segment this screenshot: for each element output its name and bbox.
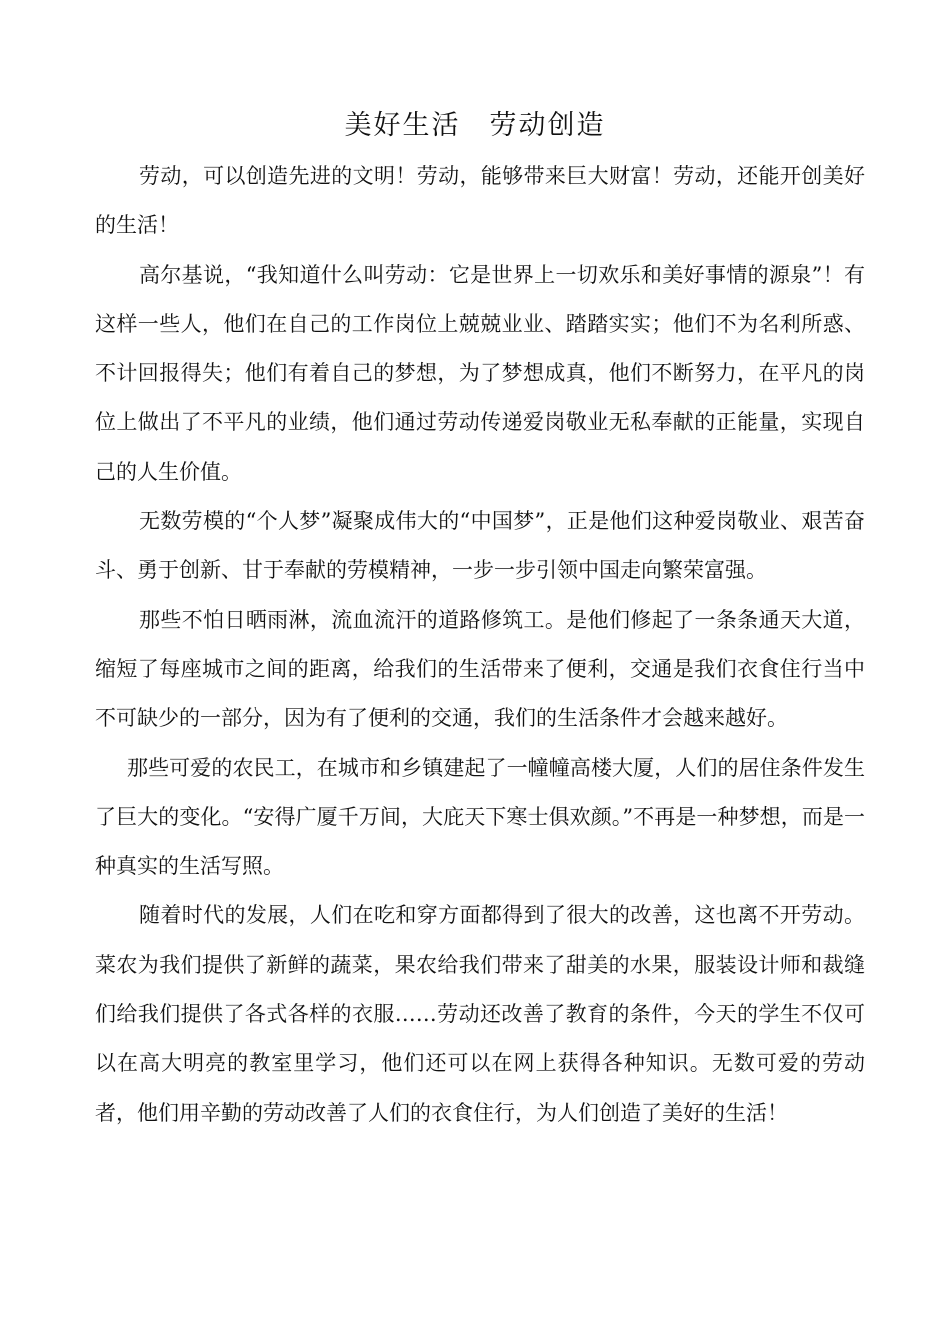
document-body xyxy=(95,152,865,1138)
document-title: 美好生活 劳动创造 xyxy=(344,110,606,141)
paragraph-4: 那些不怕日晒雨淋，流血流汗的道路修筑工。是他们修起了一条条通天大道，缩短了每座城市之间的距离，给我们的生活带来了便利，交通是我们衣食住行当中不可缺少的一部分，因为有了便利的交通，我们的生活条件才会越来越好。 xyxy=(95,607,865,731)
paragraph-1: 劳动，可以创造先进的文明！劳动，能够带来巨大财富！劳动，还能开创美好的生活！ xyxy=(95,164,865,238)
paragraph-3: 无数劳模的“个人梦”凝聚成伟大的“中国梦”，正是他们这种爱岗敬业、艰苦奋斗、勇于创新、甘于奉献的劳模精神，一步一步引领中国走向繁荣富强。 xyxy=(95,509,865,583)
paragraph-6: 随着时代的发展，人们在吃和穿方面都得到了很大的改善，这也离不开劳动。菜农为我们提供了新鲜的蔬菜，果农给我们带来了甜美的水果，服装设计师和裁缝们给我们提供了各式各样的衣服……劳动还改善了教育的条件，今天的学生不仅可以在高大明亮的教室里学习，他们还可以在网上获得各种知识。无数可爱的劳动者，他们用辛勤的劳动改善了人们的衣食住行，为人们创造了美好的生活！ xyxy=(95,903,865,1125)
paragraph-5: 那些可爱的农民工，在城市和乡镇建起了一幢幢高楼大厦，人们的居住条件发生了巨大的变化。“安得广厦千万间，大庇天下寒士俱欢颜。”不再是一种梦想，而是一种真实的生活写照。 xyxy=(95,755,865,879)
paragraph-2: 高尔基说，“我知道什么叫劳动：它是世界上一切欢乐和美好事情的源泉”！有这样一些人，他们在自己的工作岗位上兢兢业业、踏踏实实；他们不为名利所惑、不计回报得失；他们有着自己的梦想，为了梦想成真，他们不断努力，在平凡的岗位上做出了不平凡的业绩，他们通过劳动传递爱岗敬业无私奉献的正能量，实现自己的人生价值。 xyxy=(95,262,865,484)
